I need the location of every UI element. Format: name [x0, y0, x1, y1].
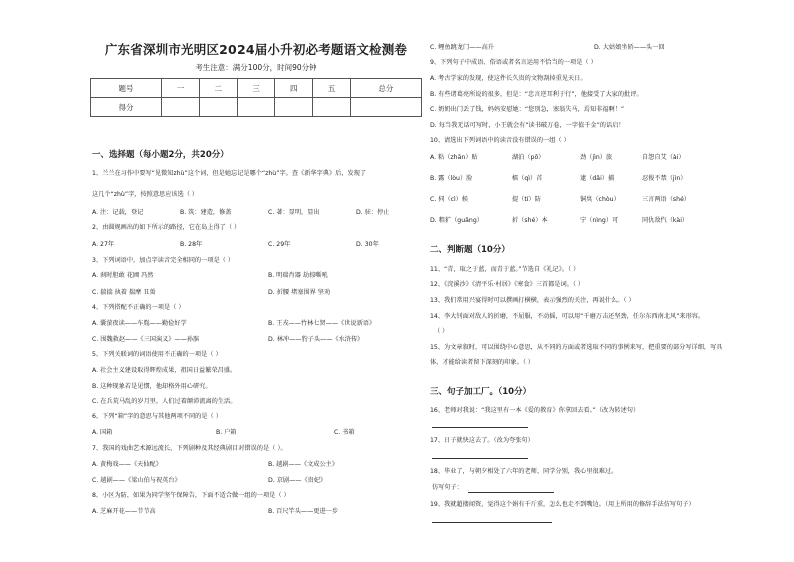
q10-option-c-word: 铜臭（chòu）	[580, 196, 620, 203]
q4-option-c[interactable]: C. 围魏救赵——《三国演义》——孙膑	[92, 336, 200, 343]
q5-option-a[interactable]: A. 社会主义建设取得辉煌成果，祖国日益繁荣昌盛。	[92, 367, 237, 374]
q10-option-d-word: 同仇敌忾（kài）	[642, 217, 689, 224]
q10-option-c-word: 提（tí）防	[512, 196, 541, 203]
q9-option-c[interactable]: C. 奶奶出门丢了钱，妈妈安慰她：“您别急，塞翁失马，焉知非福啊！”	[430, 106, 625, 113]
q9-option-b[interactable]: B. 有些诸葛亮所说的很多，但是：“忠言逆耳利于行”，他接受了大家的批评。	[430, 91, 643, 98]
score-value-row	[91, 98, 422, 117]
q8-stem: 8、小区为防，如果为同学坚午保障告，下面不适合做一组的一项是（ ）	[92, 492, 290, 499]
q5-option-c[interactable]: C. 在兵荒马乱的岁月里，人们过着颠沛流离的生活。	[92, 398, 237, 405]
judge-12: 12、《浣溪沙》《清平乐·村居》《寒食》三首都是词。（ ）	[430, 281, 585, 288]
q2-option-c[interactable]: C. 29年	[268, 241, 291, 248]
score-cell[interactable]	[162, 98, 200, 117]
sentence-18-prompt: 仿写句子：	[432, 484, 463, 491]
q10-option-a-word: 自怨自艾（ài）	[642, 154, 685, 161]
judge-13: 13、我们常用兴宴得时可以撰画打横横，表示强烈的关注，再说什么。（ ）	[430, 297, 635, 304]
score-cell[interactable]	[237, 98, 275, 117]
q8-option-b[interactable]: B. 百尺竿头——更进一步	[268, 508, 339, 515]
section-choice-heading: 一、选择题（每小题2分，共20分）	[92, 150, 229, 160]
judge-14-line1: 14、李大钊面对敌人的折磨，不屈服，不动摇，可以用“千磨万击还坚劲，任尔东西南北风”来形容。	[430, 313, 705, 320]
q2-option-a[interactable]: A. 27年	[92, 241, 115, 248]
q1-option-d[interactable]: D. 驻：停止	[356, 209, 390, 216]
q1-option-b[interactable]: B. 筑：建造，修盖	[180, 209, 232, 216]
q9-option-d[interactable]: D. 每当我无话可写时，小王就会有“读书破万卷，一字值千金”的话启！	[430, 122, 625, 129]
q6-option-a[interactable]: A. 国箱	[92, 429, 113, 436]
score-header-cell: 五	[313, 79, 351, 98]
q8-option-a[interactable]: A. 芝麻开花——节节高	[92, 508, 156, 515]
score-header-cell: 一	[162, 79, 200, 98]
q10-option-a-word: 劲（jìn）旅	[580, 154, 613, 161]
score-row-label: 得分	[91, 98, 162, 117]
q10-option-d[interactable]: D. 粗犷（guǎng）	[430, 217, 483, 224]
q4-option-d[interactable]: D. 林冲——豹子头——《水浒传》	[268, 336, 364, 343]
q10-option-b-word: 逮（dǎi）捕	[580, 175, 615, 182]
answer-line-19[interactable]	[432, 522, 552, 523]
score-header-cell: 总分	[350, 79, 421, 98]
q4-option-b[interactable]: B. 王戎——竹林七贤——《世说新语》	[268, 320, 376, 327]
q8-option-d[interactable]: D. 大姑娘坐轿——头一回	[594, 44, 665, 51]
q6-stem: 6、下列“箱”字的意思与其他两项不同的是（ ）	[92, 413, 222, 420]
score-header-cell: 四	[275, 79, 313, 98]
q10-option-c[interactable]: C. 伺（cì）候	[430, 196, 469, 203]
q1-option-a[interactable]: A. 注：记载，登记	[92, 209, 144, 216]
score-cell[interactable]	[350, 98, 421, 117]
q3-stem: 3、下列词语中，加点字读音完全相同的一项是（ ）	[92, 257, 235, 264]
q7-option-a[interactable]: A. 黄梅戏——《天仙配》	[92, 461, 162, 468]
q9-option-a[interactable]: A. 考古学家的发现，使这件长久贵的文物刮掉重见天日。	[430, 75, 587, 82]
sentence-17: 17、日子就快这去了。（改为夸张句）	[430, 437, 534, 444]
q3-option-c[interactable]: C. 揣揣 执着 揣摩 丑蒉	[92, 289, 156, 296]
score-cell[interactable]	[275, 98, 313, 117]
score-table	[90, 78, 422, 117]
score-cell[interactable]	[199, 98, 237, 117]
q3-option-d[interactable]: D. 折腰 堵塞围界 坚劝	[268, 289, 331, 296]
answer-line-18[interactable]	[468, 492, 554, 493]
q10-option-c-word: 三言两语（shé）	[642, 196, 691, 203]
judge-14-line2: （ ）	[434, 328, 449, 335]
section-judge-heading: 二、判断题（10分）	[430, 245, 510, 255]
q5-stem: 5、下列关联词的词语使用不正确的一项是（ ）	[92, 351, 222, 358]
q1-stem-line2: 这几个“zhù”字，按照意思应该选（ ）	[92, 191, 199, 198]
q10-option-a-word: 湖泊（pō）	[512, 154, 545, 161]
exam-title: 广东省深圳市光明区2024届小升初必考题语文检测卷	[104, 42, 408, 57]
judge-15-line1: 15、为文章叙时，可以围绕中心意思，从不同的方面或者选取不同的事例来写，把重要的部分写详细，写具	[430, 344, 723, 351]
q2-stem: 2、由圆规画出的如下所示的路径，它在岛上得了（ ）	[92, 224, 241, 231]
sentence-16: 16、老师对我说：“我这里有一本《爱的教育》你拿回去看。”（改为转述句）	[430, 407, 640, 414]
q2-option-d[interactable]: D. 30年	[356, 241, 379, 248]
q1-stem-line1: 1、兰兰在习作中要写“见微知zhù”这个词，但是她忘记是哪个“zhù”字。查《新华字典》后，发现了	[92, 170, 367, 177]
q4-stem: 4、下列搭配不正确的一项是（ ）	[92, 304, 185, 311]
answer-line-17[interactable]	[432, 458, 528, 459]
q4-option-a[interactable]: A. 囊萤夜读——车胤——勤俭好学	[92, 320, 187, 327]
q10-option-b[interactable]: B. 露（lòu）脸	[430, 175, 473, 182]
q9-stem: 9、下列句子中成语、俗语或者名言运用不恰当的一项是（ ）	[430, 59, 597, 66]
answer-line-16[interactable]	[432, 427, 528, 428]
sentence-19: 19、我就超搂闻资，觉得这个娟有千斤重，怎么也走不到嘴边。（用上所用的修辞手法仿写句子）	[430, 501, 695, 508]
sentence-18: 18、毕业了，与朝夕相处了六年的老师、同学分别，我心里很难过。	[430, 468, 618, 475]
q5-option-b[interactable]: B. 这种现象若是见惯，他却格外用心研究。	[92, 383, 212, 390]
q10-option-b-word: 忍俊不禁（jìn）	[642, 175, 687, 182]
judge-15-line2: 体，才能给读者留下深刻的印象。（ ）	[430, 359, 535, 366]
q1-option-c[interactable]: C. 著：显明，显出	[268, 209, 320, 216]
q6-option-c[interactable]: C. 书箱	[334, 429, 355, 436]
q7-option-d[interactable]: D. 京剧——《贵妃》	[268, 477, 327, 484]
score-header-cell: 二	[199, 79, 237, 98]
q3-option-b[interactable]: B. 明瑞肖器 劫掠嘶吼	[268, 272, 328, 279]
q10-stem: 10、请选出下列词语中的读音没有错误的一组（ ）	[430, 137, 570, 144]
score-header-cell: 三	[237, 79, 275, 98]
score-cell[interactable]	[313, 98, 351, 117]
q3-option-a[interactable]: A. 刹时胆敢 花圃 冯然	[92, 272, 154, 279]
exam-notice: 考生注意：满分100分，时间90分钟	[195, 63, 317, 72]
q10-option-b-word: 檑（qì）首	[512, 175, 543, 182]
q10-option-a[interactable]: A. 粘（zhān）贴	[430, 154, 478, 161]
q7-option-b[interactable]: B. 越剧——《文成公主》	[268, 461, 339, 468]
q10-option-d-word: 折（shé）本	[512, 217, 548, 224]
q2-option-b[interactable]: B. 28年	[180, 241, 203, 248]
score-header-cell: 题号	[91, 79, 162, 98]
q6-option-b[interactable]: B. 户箱	[216, 429, 237, 436]
judge-11: 11、“青，取之于蓝，而青于蓝。”节选自《礼记》。（ ）	[430, 266, 580, 273]
q8-option-c[interactable]: C. 鲤鱼跳龙门——高升	[430, 44, 494, 51]
q10-option-d-word: 宁（nìng）可	[580, 217, 619, 224]
q7-option-c[interactable]: C. 越剧——《梁山伯与祝英台》	[92, 477, 181, 484]
score-header-row	[91, 79, 422, 98]
section-sentence-heading: 三、句子加工厂。（10分）	[430, 387, 532, 397]
q7-stem: 7、我国的戏曲艺术源远流长，下列剧种及其经典剧目对错误的是（ ）。	[92, 445, 287, 452]
